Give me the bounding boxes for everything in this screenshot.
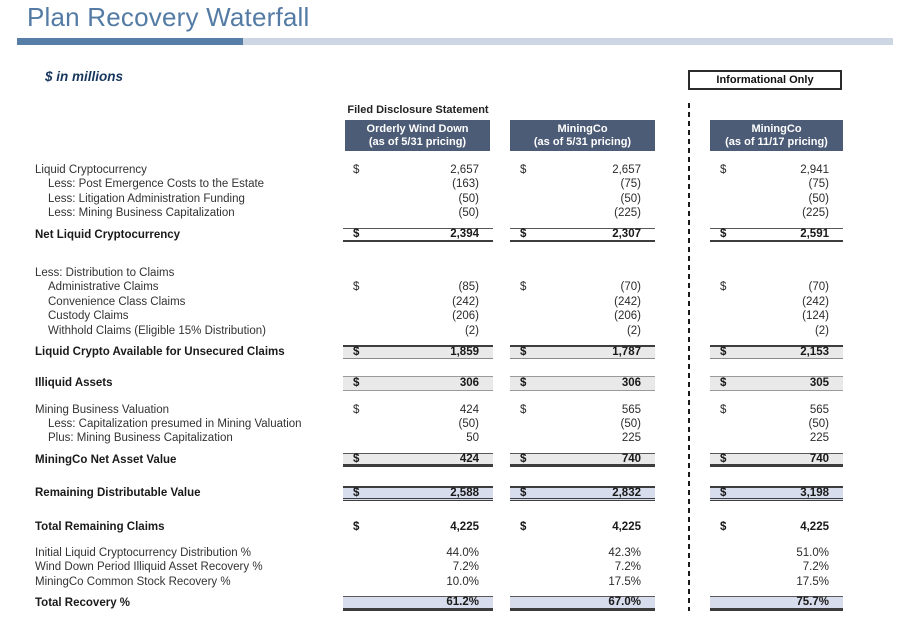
- dollar-sign: $: [720, 377, 727, 390]
- value-text: 10.0%: [446, 575, 479, 588]
- table-row: [35, 280, 845, 294]
- dollar-sign: $: [353, 452, 360, 465]
- value-cell: [710, 546, 843, 560]
- row-label: MiningCo Common Stock Recovery %: [35, 575, 231, 588]
- value-cell: [710, 560, 843, 574]
- value-cell: [710, 431, 843, 445]
- value-cell: [343, 486, 493, 500]
- value-cell: [343, 345, 493, 359]
- value-cell: [710, 403, 843, 417]
- value-text: 2,941: [800, 164, 829, 176]
- table-row: [35, 309, 845, 323]
- value-text: 2,153: [800, 346, 829, 359]
- table-row: [35, 163, 845, 177]
- row-spacer: [35, 391, 845, 403]
- dollar-sign: $: [353, 228, 360, 241]
- value-cell: [510, 280, 655, 294]
- value-cell: [710, 324, 843, 338]
- value-cell: [343, 295, 493, 309]
- dollar-sign: $: [353, 164, 360, 176]
- value-text: 305: [809, 377, 829, 390]
- value-cell: [510, 345, 655, 359]
- value-text: (50): [458, 192, 479, 205]
- value-cell: [343, 163, 493, 177]
- value-cell: [343, 431, 493, 445]
- value-cell: [343, 280, 493, 294]
- dollar-sign: $: [520, 452, 527, 465]
- value-cell: [510, 546, 655, 560]
- value-cell: [510, 309, 655, 323]
- value-text: 424: [459, 403, 479, 416]
- column-header-line2: (as of 11/17 pricing): [725, 135, 828, 148]
- value-cell: [510, 206, 655, 220]
- value-cell: [710, 228, 843, 242]
- value-text: 2,588: [450, 486, 479, 499]
- column-header-miningco-531: [510, 120, 655, 151]
- value-text: 44.0%: [446, 547, 479, 560]
- value-text: 2,591: [800, 228, 829, 241]
- dollar-sign: $: [520, 346, 527, 359]
- value-text: 1,859: [450, 346, 479, 359]
- value-text: 4,225: [450, 520, 479, 533]
- value-text: (2): [464, 324, 479, 337]
- row-spacer: [35, 359, 845, 369]
- row-label: Liquid Crypto Available for Unsecured Claims: [35, 345, 285, 358]
- value-cell: [343, 192, 493, 206]
- row-spacer: [35, 242, 845, 266]
- value-text: (225): [802, 207, 829, 220]
- dollar-sign: $: [720, 520, 727, 533]
- value-cell: [510, 403, 655, 417]
- table-row: [35, 228, 845, 242]
- value-cell: [710, 417, 843, 431]
- value-cell: [710, 309, 843, 323]
- table-row: [35, 431, 845, 445]
- value-text: 50: [466, 432, 479, 445]
- value-cell: [343, 206, 493, 220]
- value-text: 7.2%: [802, 561, 829, 574]
- value-cell: [710, 486, 843, 500]
- row-label: Total Recovery %: [35, 597, 131, 610]
- value-cell: [710, 177, 843, 191]
- row-label: Remaining Distributable Value: [35, 487, 201, 500]
- row-spacer: [35, 534, 845, 546]
- value-cell: [710, 376, 843, 390]
- value-cell: [510, 295, 655, 309]
- value-cell: [510, 177, 655, 191]
- informational-only-badge: [688, 70, 842, 90]
- table-row: [35, 575, 845, 589]
- value-text: 61.2%: [446, 596, 479, 609]
- value-text: 7.2%: [614, 561, 641, 574]
- value-text: 51.0%: [796, 547, 829, 560]
- row-label: MiningCo Net Asset Value: [35, 453, 177, 466]
- value-cell: [343, 417, 493, 431]
- value-cell: [343, 575, 493, 589]
- dollar-sign: $: [353, 403, 360, 416]
- row-label: Less: Post Emergence Costs to the Estate: [48, 178, 265, 191]
- value-text: 2,657: [612, 164, 641, 176]
- value-cell: [510, 417, 655, 431]
- value-cell: [343, 520, 493, 534]
- value-cell: [343, 453, 493, 467]
- value-text: (75): [808, 178, 829, 191]
- row-label: Less: Distribution to Claims: [35, 266, 175, 279]
- value-cell: [343, 228, 493, 242]
- value-text: (242): [452, 295, 479, 308]
- row-label: Plus: Mining Business Capitalization: [48, 432, 233, 445]
- dollar-sign: $: [353, 520, 360, 533]
- value-text: 565: [621, 403, 641, 416]
- table-row: [35, 417, 845, 431]
- dollar-sign: $: [520, 486, 527, 499]
- value-text: 740: [621, 452, 641, 465]
- value-cell: [510, 520, 655, 534]
- value-text: 2,832: [612, 486, 641, 499]
- value-text: 17.5%: [608, 575, 641, 588]
- value-text: 306: [621, 377, 641, 390]
- value-cell: [343, 309, 493, 323]
- table-row: [35, 596, 845, 610]
- row-label: Less: Litigation Administration Funding: [48, 192, 245, 205]
- value-cell: [710, 453, 843, 467]
- value-cell: [343, 324, 493, 338]
- column-header-line2: (as of 5/31 pricing): [368, 135, 467, 148]
- value-text: (85): [458, 281, 479, 294]
- dollar-sign: $: [720, 346, 727, 359]
- value-text: (50): [620, 418, 641, 431]
- value-cell: [510, 324, 655, 338]
- dollar-sign: $: [520, 281, 527, 294]
- value-text: 2,394: [450, 228, 479, 241]
- title-underline-bar-dark: [17, 38, 243, 45]
- table-row: [35, 177, 845, 191]
- row-spacer: [35, 501, 845, 513]
- column-header-line1: MiningCo: [751, 122, 802, 135]
- value-cell: [510, 163, 655, 177]
- value-cell: [510, 376, 655, 390]
- dollar-sign: $: [520, 377, 527, 390]
- value-text: (163): [452, 178, 479, 191]
- value-text: 7.2%: [452, 561, 479, 574]
- table-row: [35, 560, 845, 574]
- row-label: Net Liquid Cryptocurrency: [35, 228, 181, 241]
- value-text: 225: [621, 432, 641, 445]
- filed-disclosure-label: Filed Disclosure Statement: [347, 104, 489, 116]
- dollar-sign: $: [353, 377, 360, 390]
- value-cell: [510, 431, 655, 445]
- value-cell: [343, 403, 493, 417]
- value-text: 2,307: [612, 228, 641, 241]
- value-text: (225): [614, 207, 641, 220]
- dollar-sign: $: [353, 486, 360, 499]
- value-text: (50): [808, 418, 829, 431]
- column-header-miningco-1117: [710, 120, 843, 151]
- value-text: (50): [458, 207, 479, 220]
- units-label: $ in millions: [45, 69, 124, 84]
- dollar-sign: $: [520, 520, 527, 533]
- dollar-sign: $: [353, 281, 360, 294]
- value-cell: [343, 177, 493, 191]
- table-row: [35, 206, 845, 220]
- table-row: [35, 546, 845, 560]
- value-cell: [343, 560, 493, 574]
- value-cell: [710, 575, 843, 589]
- value-text: (50): [808, 192, 829, 205]
- value-text: 306: [459, 377, 479, 390]
- table-row: [35, 453, 845, 467]
- table-row: [35, 376, 845, 390]
- row-label: Liquid Cryptocurrency: [35, 164, 147, 176]
- row-label: Initial Liquid Cryptocurrency Distribution %: [35, 547, 252, 560]
- value-text: 1,787: [612, 346, 641, 359]
- value-text: (70): [620, 281, 641, 294]
- row-label: Convenience Class Claims: [48, 295, 186, 308]
- value-cell: [343, 546, 493, 560]
- table-row: [35, 266, 845, 280]
- value-text: 740: [809, 452, 829, 465]
- row-label: Illiquid Assets: [35, 377, 113, 390]
- value-text: 2,657: [450, 164, 479, 176]
- dollar-sign: $: [720, 228, 727, 241]
- dollar-sign: $: [720, 486, 727, 499]
- value-text: (2): [626, 324, 641, 337]
- value-text: 4,225: [800, 520, 829, 533]
- value-cell: [710, 192, 843, 206]
- informational-only-label: Informational Only: [716, 74, 814, 86]
- dollar-sign: $: [720, 281, 727, 294]
- value-text: (50): [458, 418, 479, 431]
- column-header-line2: (as of 5/31 pricing): [533, 135, 632, 148]
- value-text: (242): [614, 295, 641, 308]
- dollar-sign: $: [520, 228, 527, 241]
- value-cell: [510, 575, 655, 589]
- table-row: [35, 345, 845, 359]
- page-title: Plan Recovery Waterfall: [27, 2, 310, 32]
- value-text: 42.3%: [608, 547, 641, 560]
- row-label: Administrative Claims: [48, 281, 159, 294]
- value-text: (242): [802, 295, 829, 308]
- value-text: 565: [809, 403, 829, 416]
- value-cell: [710, 596, 843, 610]
- dollar-sign: $: [720, 403, 727, 416]
- row-label: Less: Mining Business Capitalization: [48, 207, 235, 220]
- value-text: 67.0%: [608, 596, 641, 609]
- table-row: [35, 295, 845, 309]
- value-text: (206): [614, 310, 641, 323]
- value-text: 17.5%: [796, 575, 829, 588]
- value-cell: [710, 295, 843, 309]
- value-text: 3,198: [800, 486, 829, 499]
- column-header-line1: MiningCo: [557, 122, 608, 135]
- value-cell: [710, 345, 843, 359]
- row-label: Withhold Claims (Eligible 15% Distribution): [48, 324, 266, 337]
- value-text: 424: [459, 452, 479, 465]
- value-cell: [510, 560, 655, 574]
- value-text: (70): [808, 281, 829, 294]
- dollar-sign: $: [720, 452, 727, 465]
- value-cell: [710, 163, 843, 177]
- table-row: [35, 403, 845, 417]
- column-header-orderly-wind-down: [345, 120, 490, 151]
- value-cell: [510, 486, 655, 500]
- table-row: [35, 324, 845, 338]
- value-cell: [343, 596, 493, 610]
- value-text: (2): [814, 324, 829, 337]
- value-text: 225: [809, 432, 829, 445]
- value-cell: [510, 596, 655, 610]
- row-label: Total Remaining Claims: [35, 520, 165, 533]
- table-row: [35, 486, 845, 500]
- row-label: Less: Capitalization presumed in Mining Valuation: [48, 418, 302, 431]
- table-row: [35, 520, 845, 534]
- dollar-sign: $: [520, 403, 527, 416]
- value-cell: [710, 206, 843, 220]
- value-text: (206): [452, 310, 479, 323]
- title-underline-bar-light: [243, 38, 893, 45]
- row-label: Wind Down Period Illiquid Asset Recovery %: [35, 561, 263, 574]
- value-text: (124): [802, 310, 829, 323]
- value-cell: [510, 228, 655, 242]
- dollar-sign: $: [353, 346, 360, 359]
- value-cell: [343, 376, 493, 390]
- dollar-sign: $: [520, 164, 527, 176]
- value-cell: [510, 192, 655, 206]
- value-text: (75): [620, 178, 641, 191]
- row-spacer: [35, 467, 845, 479]
- value-text: (50): [620, 192, 641, 205]
- dollar-sign: $: [720, 164, 727, 176]
- value-cell: [510, 453, 655, 467]
- column-header-line1: Orderly Wind Down: [366, 122, 469, 135]
- value-text: 4,225: [612, 520, 641, 533]
- value-cell: [710, 280, 843, 294]
- waterfall-table: [35, 163, 845, 611]
- value-cell: [710, 520, 843, 534]
- row-label: Mining Business Valuation: [35, 403, 170, 416]
- value-text: 75.7%: [796, 596, 829, 609]
- table-row: [35, 192, 845, 206]
- row-label: Custody Claims: [48, 310, 129, 323]
